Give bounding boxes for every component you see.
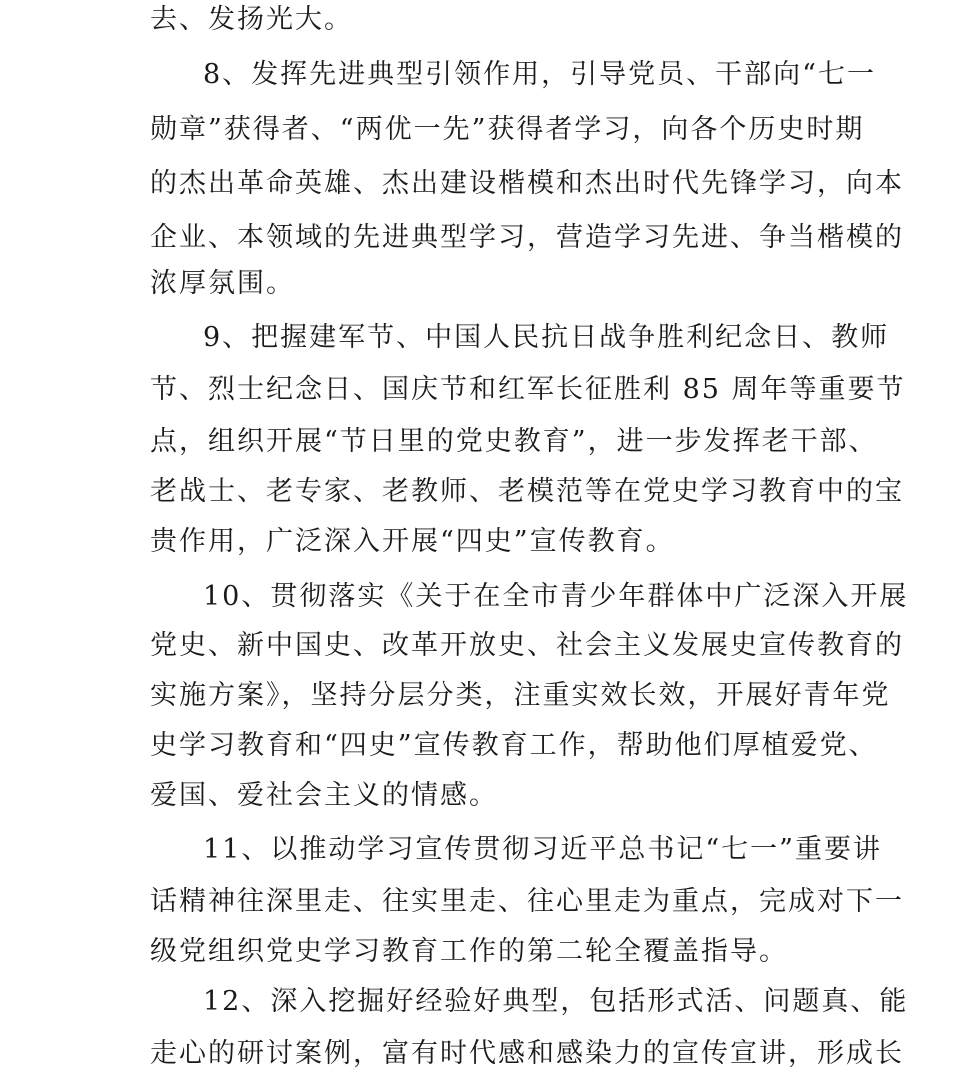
text-line: 贵作用，广泛深入开展“四史”宣传教育。 (150, 526, 675, 557)
text-line: 实施方案》，坚持分层分类，注重实效长效，开展好青年党 (150, 680, 891, 711)
paragraph-12-first-line: 12、深入挖掘好经验好典型，包括形式活、问题真、能 (203, 986, 909, 1017)
paragraph-11-first-line: 11、以推动学习宣传贯彻习近平总书记“七一”重要讲 (203, 834, 882, 865)
text-line: 的杰出革命英雄、杰出建设楷模和杰出时代先锋学习，向本 (150, 168, 904, 199)
text-line: 企业、本领域的先进典型学习，营造学习先进、争当楷模的 (150, 222, 904, 253)
paragraph-8-first-line: 8、发挥先进典型引领作用，引导党员、干部向“七一 (203, 59, 876, 90)
text-line: 老战士、老专家、老教师、老模范等在党史学习教育中的宝 (150, 476, 904, 507)
paragraph-9-first-line: 9、把握建军节、中国人民抗日战争胜利纪念日、教师 (203, 322, 890, 353)
text-line: 党史、新中国史、改革开放史、社会主义发展史宣传教育的 (150, 630, 904, 661)
text-line: 史学习教育和“四史”宣传教育工作，帮助他们厚植爱党、 (150, 730, 878, 761)
text-line: 话精神往深里走、往实里走、往心里走为重点，完成对下一 (150, 886, 904, 917)
text-line: 勋章”获得者、“两优一先”获得者学习，向各个历史时期 (150, 114, 865, 145)
text-line: 走心的研讨案例，富有时代感和感染力的宣传宣讲，形成长 (150, 1038, 904, 1069)
text-line: 爱国、爱社会主义的情感。 (150, 780, 498, 811)
text-line: 级党组织党史学习教育工作的第二轮全覆盖指导。 (150, 936, 788, 967)
text-line: 节、烈士纪念日、国庆节和红军长征胜利 85 周年等重要节 (150, 374, 906, 405)
text-line: 浓厚氛围。 (150, 268, 295, 299)
paragraph-10-first-line: 10、贯彻落实《关于在全市青少年群体中广泛深入开展 (203, 581, 909, 612)
text-line: 去、发扬光大。 (150, 4, 353, 35)
text-line: 点，组织开展“节日里的党史教育”，进一步发挥老干部、 (150, 426, 878, 457)
